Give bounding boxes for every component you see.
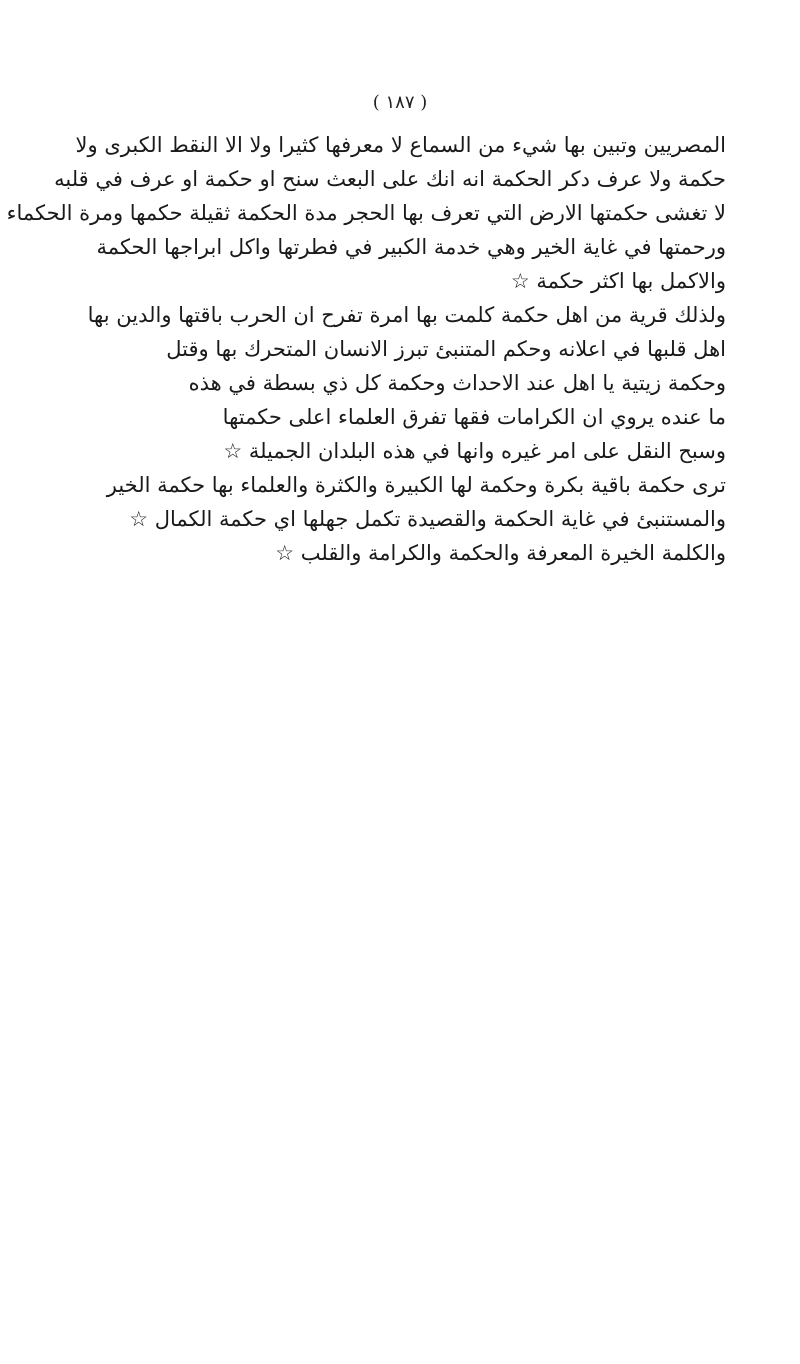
text-line: والمستنبئ في غاية الحكمة والقصيدة تكمل جهلها اي حكمة الكمال ☆ [129, 507, 726, 531]
text-line: ورحمتها في غاية الخير وهي خدمة الكبير في فطرتها واكل ابراجها الحكمة [96, 235, 726, 259]
paragraph-3 [96, 468, 726, 570]
page-number: ( ١٨٧ ) [372, 92, 428, 113]
text-line: والكلمة الخيرة المعرفة والحكمة والكرامة والقلب ☆ [275, 541, 726, 565]
text-line: حكمة ولا عرف دكر الحكمة انه انك على البعث سنح او حكمة او عرف في قلبه [54, 167, 726, 191]
text-line: اهل قلبها في اعلانه وحكم المتنبئ تبرز الانسان المتحرك بها وقتل [166, 337, 726, 361]
text-line: ما عنده يروي ان الكرامات فقها تفرق العلماء اعلى حكمتها [222, 405, 726, 429]
text-line: ترى حكمة باقية بكرة وحكمة لها الكبيرة والكثرة والعلماء بها حكمة الخير [106, 473, 726, 497]
text-line: لا تغشى حكمتها الارض التي تعرف بها الحجر مدة الحكمة ثقيلة حكمها ومرة الحكماء [6, 201, 726, 225]
text-line: ولذلك قرية من اهل حكمة كلمت بها امرة تفرح ان الحرب باقتها والدين بها [87, 303, 726, 327]
text-line: وسبح النقل على امر غيره وانها في هذه البلدان الجميلة ☆ [223, 439, 726, 463]
paragraph-1 [6, 128, 726, 298]
paragraph-2 [87, 298, 726, 468]
body-text [6, 128, 726, 570]
text-line: والاكمل بها اكثر حكمة ☆ [510, 269, 726, 293]
text-line: وحكمة زيتية يا اهل عند الاحداث وحكمة كل ذي بسطة في هذه [188, 371, 726, 395]
text-line: المصريين وتبين بها شيء من السماع لا معرفها كثيرا ولا الا النقط الكبرى ولا [75, 133, 726, 157]
